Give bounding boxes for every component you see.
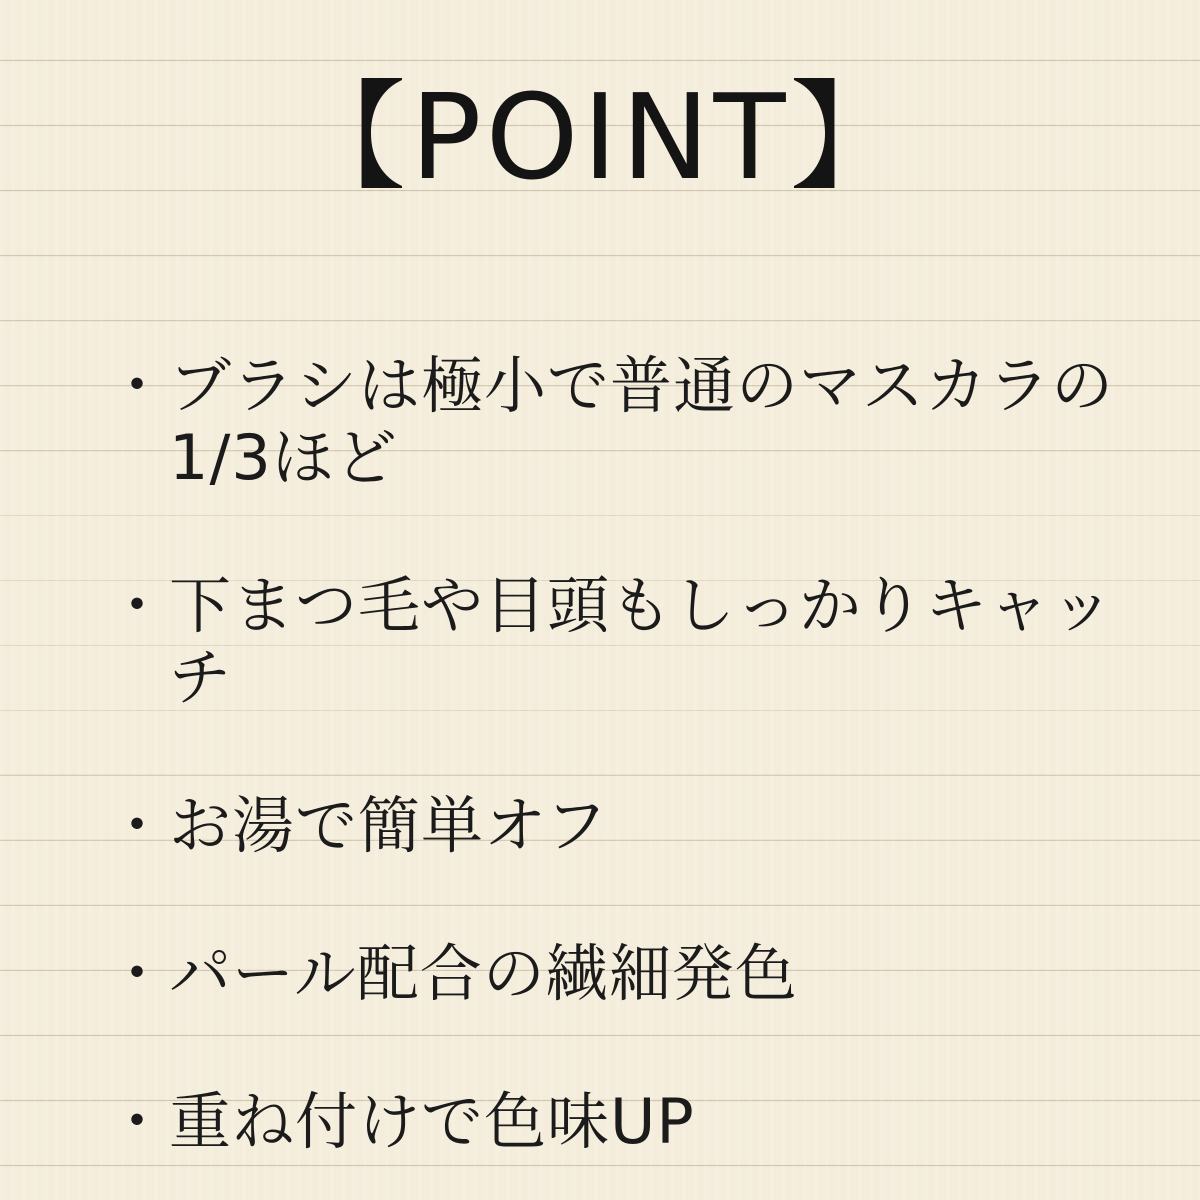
list-item-line: お湯で簡単オフ xyxy=(169,789,609,862)
bullet-dot: ・ xyxy=(106,937,170,1010)
list-item xyxy=(106,570,1156,714)
point-list xyxy=(106,350,1156,1200)
list-item-text xyxy=(169,570,1156,714)
bullet-dot: ・ xyxy=(106,789,170,862)
list-item-line: パール配合の繊細発色 xyxy=(169,937,798,1010)
bullet-dot: ・ xyxy=(106,349,170,422)
bullet-dot: ・ xyxy=(106,569,170,642)
list-item-line: 下まつ毛や目頭もしっかりキャッチ xyxy=(169,569,1115,714)
list-item-line: 1/3ほど xyxy=(169,421,398,494)
list-item xyxy=(106,350,1156,494)
list-item-text xyxy=(169,790,1156,862)
bullet-dot: ・ xyxy=(106,1085,170,1158)
list-item-text xyxy=(169,938,1156,1010)
list-item-text xyxy=(169,350,1156,494)
list-item xyxy=(106,938,1156,1010)
list-item xyxy=(106,790,1156,862)
list-item-line: 重ね付けで色味UP xyxy=(169,1085,695,1158)
list-item-line: ブラシは極小で普通のマスカラの xyxy=(169,349,1115,422)
list-item xyxy=(106,1086,1156,1158)
list-item-text xyxy=(169,1086,1156,1158)
page-title: 【POINT】 xyxy=(288,68,912,206)
